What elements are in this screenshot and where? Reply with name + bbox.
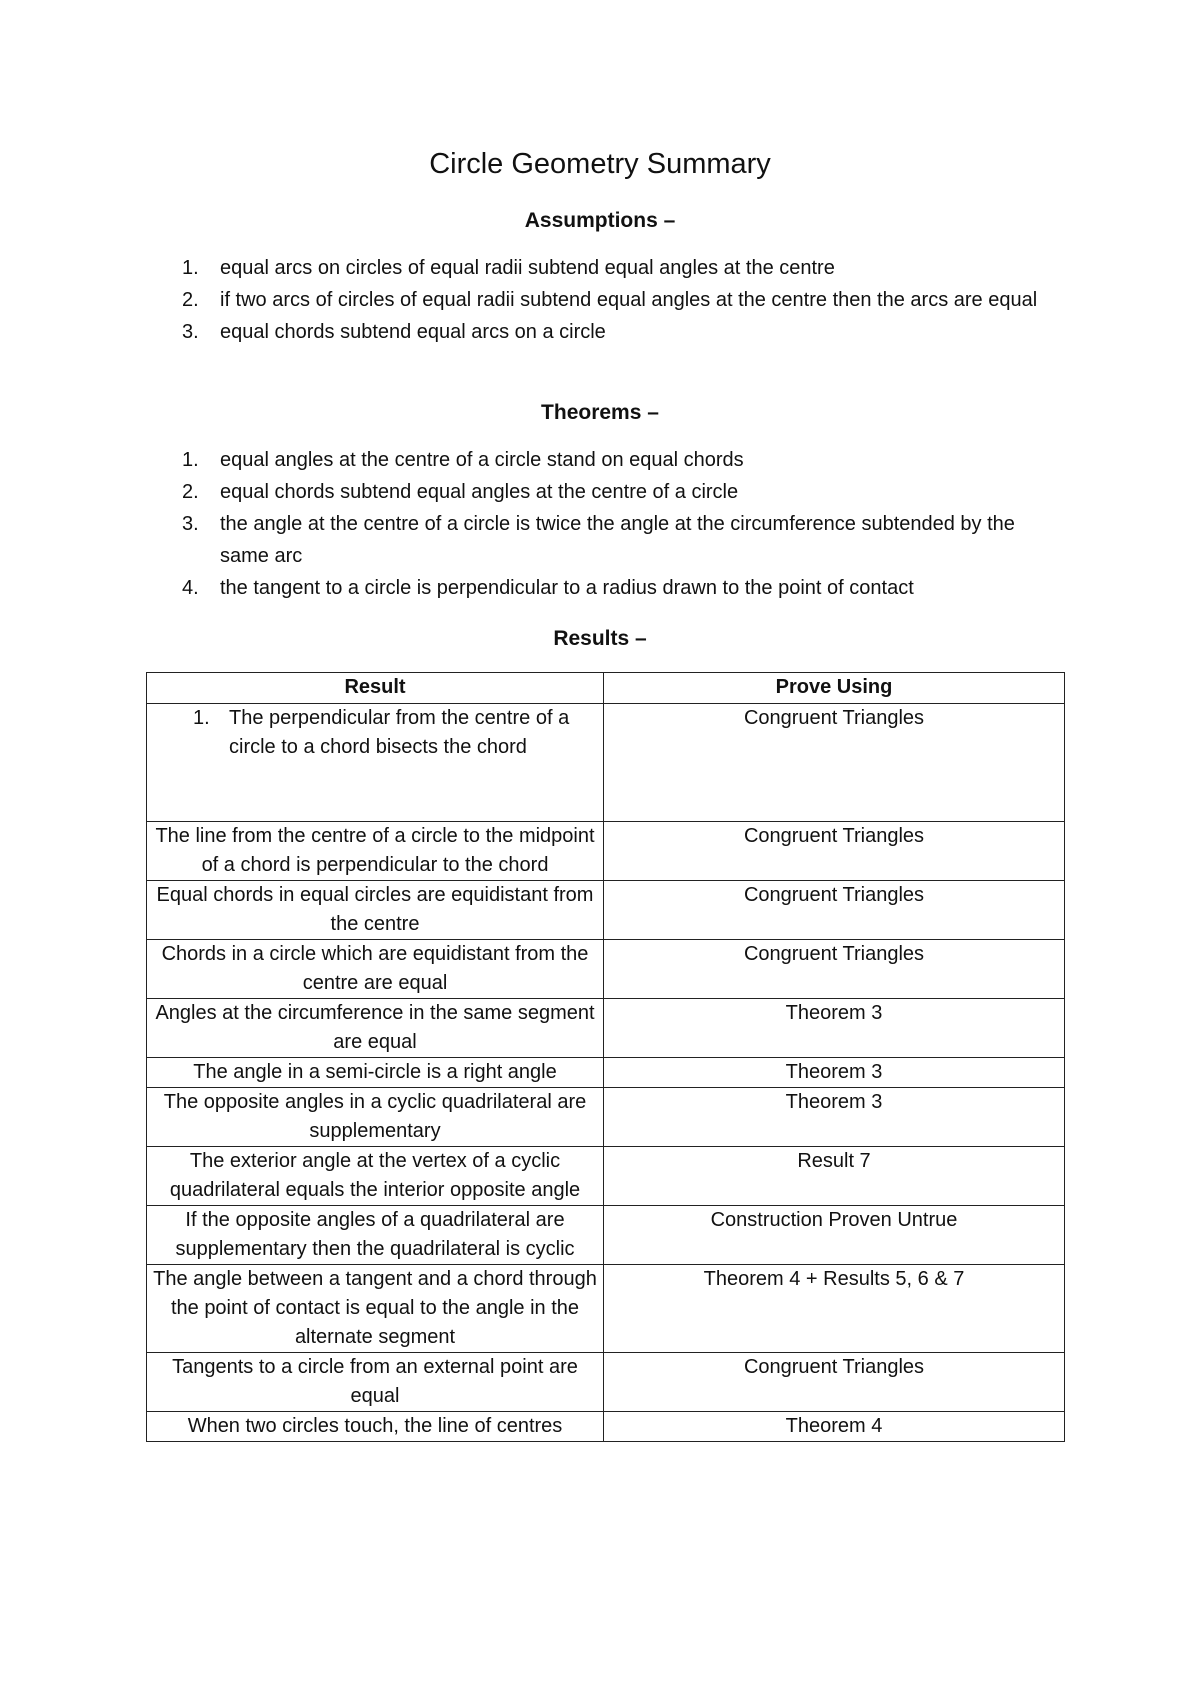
- table-row: [147, 704, 1065, 822]
- list-number: 2.: [182, 289, 199, 311]
- page-title: Circle Geometry Summary: [429, 148, 771, 180]
- result-cell: The line from the centre of a circle to the midpoint of a chord is perpendicular to the chord: [147, 822, 604, 881]
- list-item: [182, 316, 1062, 348]
- result-cell: The exterior angle at the vertex of a cyclic quadrilateral equals the interior opposite angle: [147, 1147, 604, 1206]
- list-item: [182, 572, 1062, 604]
- list-number: 3.: [182, 513, 199, 535]
- result-cell: Angles at the circumference in the same segment are equal: [147, 999, 604, 1058]
- list-text: equal chords subtend equal arcs on a circle: [220, 321, 606, 343]
- table-row: [147, 999, 1065, 1058]
- proof-cell: Congruent Triangles: [604, 822, 1065, 881]
- table-row: [147, 1088, 1065, 1147]
- proof-cell: Theorem 3: [604, 999, 1065, 1058]
- list-text: the angle at the centre of a circle is twice the angle at the circumference subtended by the same arc: [220, 513, 1015, 567]
- result-cell: Chords in a circle which are equidistant from the centre are equal: [147, 940, 604, 999]
- list-text: if two arcs of circles of equal radii subtend equal angles at the centre then the arcs are equal: [220, 289, 1038, 311]
- list-number: 4.: [182, 577, 199, 599]
- table-row: [147, 1265, 1065, 1353]
- theorems-list: [182, 444, 1062, 604]
- proof-cell: Construction Proven Untrue: [604, 1206, 1065, 1265]
- table-row: [147, 1058, 1065, 1088]
- list-item: [182, 252, 1062, 284]
- proof-cell: Congruent Triangles: [604, 881, 1065, 940]
- theorems-heading: Theorems –: [541, 401, 659, 424]
- table-row: [147, 822, 1065, 881]
- proof-cell: Theorem 3: [604, 1058, 1065, 1088]
- proof-cell: Theorem 3: [604, 1088, 1065, 1147]
- table-header-row: [147, 673, 1065, 704]
- assumptions-heading: Assumptions –: [524, 209, 676, 232]
- table-row: [147, 1147, 1065, 1206]
- list-text: equal arcs on circles of equal radii subtend equal angles at the centre: [220, 257, 835, 279]
- proof-cell: Result 7: [604, 1147, 1065, 1206]
- list-text: the tangent to a circle is perpendicular to a radius drawn to the point of contact: [220, 577, 914, 599]
- list-item: [182, 284, 1062, 316]
- table-row: [147, 1412, 1065, 1442]
- table-row: [147, 1206, 1065, 1265]
- proof-cell: Congruent Triangles: [604, 704, 1065, 822]
- column-header-result: Result: [147, 673, 604, 704]
- proof-cell: Congruent Triangles: [604, 940, 1065, 999]
- table-row: [147, 940, 1065, 999]
- results-heading: Results –: [553, 627, 647, 650]
- table-row: [147, 881, 1065, 940]
- result-cell: When two circles touch, the line of centres: [147, 1412, 604, 1442]
- result-cell: The angle in a semi-circle is a right angle: [147, 1058, 604, 1088]
- result-cell: [147, 704, 604, 822]
- list-number: 1.: [182, 257, 199, 279]
- list-text: equal angles at the centre of a circle stand on equal chords: [220, 449, 744, 471]
- result-cell: The opposite angles in a cyclic quadrilateral are supplementary: [147, 1088, 604, 1147]
- list-item: [182, 508, 1062, 572]
- list-text: equal chords subtend equal angles at the centre of a circle: [220, 481, 739, 503]
- list-number: 3.: [182, 321, 199, 343]
- list-item: [182, 476, 1062, 508]
- assumptions-list: [182, 252, 1062, 348]
- proof-cell: Theorem 4: [604, 1412, 1065, 1442]
- table-row: [147, 1353, 1065, 1412]
- result-cell: Equal chords in equal circles are equidistant from the centre: [147, 881, 604, 940]
- list-number: 2.: [182, 481, 199, 503]
- result-cell: Tangents to a circle from an external point are equal: [147, 1353, 604, 1412]
- list-item: [182, 444, 1062, 476]
- results-table: [146, 672, 1065, 1442]
- result-cell: If the opposite angles of a quadrilateral are supplementary then the quadrilateral is cyclic: [147, 1206, 604, 1265]
- proof-cell: Congruent Triangles: [604, 1353, 1065, 1412]
- list-number: 1.: [182, 449, 199, 471]
- column-header-prove-using: Prove Using: [604, 673, 1065, 704]
- proof-cell: Theorem 4 + Results 5, 6 & 7: [604, 1265, 1065, 1353]
- result-text: The perpendicular from the centre of a circle to a chord bisects the chord: [229, 707, 570, 758]
- result-number: 1.: [193, 707, 210, 729]
- result-cell: The angle between a tangent and a chord through the point of contact is equal to the angle in the alternate segment: [147, 1265, 604, 1353]
